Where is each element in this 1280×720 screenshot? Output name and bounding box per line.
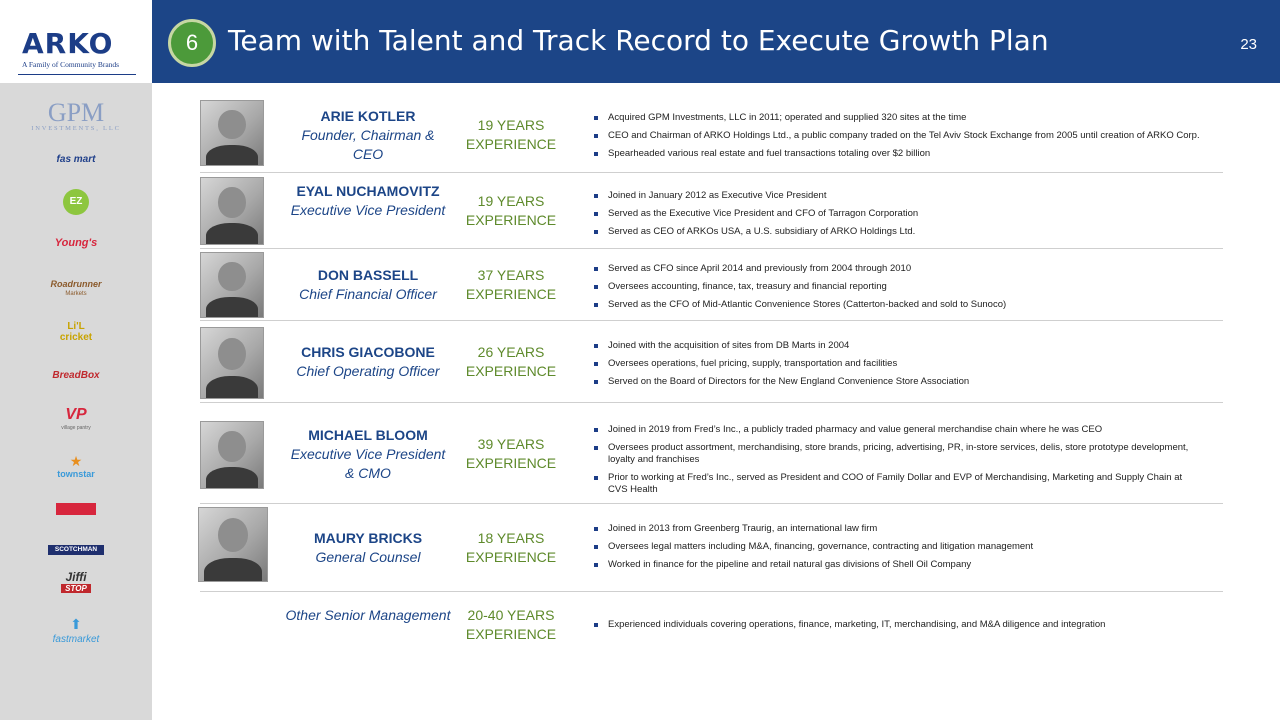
- jiffi-stop-logo-subtitle: [0, 585, 152, 593]
- bullet-item: Served as CEO of ARKOs USA, a U.S. subsidiary of ARKO Holdings Ltd.: [592, 226, 1204, 238]
- portrait-photo: [200, 421, 264, 489]
- bullet-item: Oversees operations, fuel pricing, supply, transportation and facilities: [592, 358, 1204, 370]
- scotchman-logo-mark: SCOTCHMAN: [48, 545, 104, 555]
- slide-header: [152, 0, 1280, 83]
- experience-label: 20-40 YEARS EXPERIENCE: [465, 607, 557, 642]
- person-role: Chief Financial Officer: [299, 286, 437, 302]
- person-role: Executive Vice President: [290, 202, 446, 218]
- person-block: [285, 529, 451, 567]
- experience-label: 26 YEARS EXPERIENCE: [465, 344, 557, 379]
- experience-label: 19 YEARS EXPERIENCE: [465, 193, 557, 228]
- person-role: Chief Operating Officer: [296, 363, 440, 379]
- team-row: [200, 173, 1223, 249]
- team-row: [200, 592, 1223, 652]
- bullet-item: Served as CFO since April 2014 and previously from 2004 through 2010: [592, 263, 1204, 275]
- scotchman-logo: [0, 539, 152, 555]
- person-block: [285, 266, 451, 304]
- person-block: [285, 182, 451, 220]
- page-number: 23: [1240, 36, 1257, 53]
- person-role: General Counsel: [315, 549, 421, 565]
- bullet-item: Oversees product assortment, merchandising, store brands, pricing, advertising, PR, in-store services, delis, store prototype development, loyalty and franchises: [592, 442, 1204, 466]
- bullet-list: [592, 190, 1204, 244]
- brand-sidebar: [0, 0, 152, 720]
- village-pantry-logo-subtitle: village pantry: [61, 425, 91, 431]
- bullet-item: Joined in 2019 from Fred’s Inc., a publicly traded pharmacy and value general merchandise chain where he was CEO: [592, 424, 1204, 436]
- bullet-item: Served as the Executive Vice President and CFO of Tarragon Corporation: [592, 208, 1204, 220]
- experience-label: 39 YEARS EXPERIENCE: [465, 436, 557, 471]
- ez-mart-logo-mark: EZ: [63, 189, 89, 215]
- experience-label: 19 YEARS EXPERIENCE: [465, 117, 557, 152]
- ez-mart-logo: [0, 189, 152, 215]
- bullet-item: Joined in 2013 from Greenberg Traurig, an international law firm: [592, 523, 1204, 535]
- bullet-item: Oversees legal matters including M&A, financing, governance, contracting and litigation management: [592, 541, 1204, 553]
- portrait-photo: [200, 100, 264, 166]
- bullet-item: Worked in finance for the pipeline and retail natural gas divisions of Shell Oil Company: [592, 559, 1204, 571]
- experience-label: 18 YEARS EXPERIENCE: [465, 530, 557, 565]
- person-name: DON BASSELL: [317, 267, 419, 283]
- jiffi-stop-logo-mark: STOP: [61, 584, 91, 593]
- fas-mart-logo: fas mart: [56, 154, 96, 165]
- bullet-list: [592, 424, 1204, 502]
- bullet-list: [592, 263, 1204, 317]
- page-title: Team with Talent and Track Record to Execute Growth Plan: [228, 24, 1049, 57]
- bullet-item: Served on the Board of Directors for the New England Convenience Store Association: [592, 376, 1204, 388]
- bullet-list: [592, 619, 1204, 637]
- red-brand-logo-mark: [56, 503, 96, 515]
- portrait-photo: [200, 177, 264, 245]
- bullet-item: Served as the CFO of Mid-Atlantic Convenience Stores (Catterton-backed and sold to Sunoco): [592, 299, 1204, 311]
- person-role: Other Senior Management: [285, 607, 451, 623]
- portrait-photo: [198, 507, 268, 582]
- bullet-list: [592, 112, 1204, 166]
- person-role: Executive Vice President & CMO: [290, 446, 446, 481]
- bullet-item: Joined in January 2012 as Executive Vice President: [592, 190, 1204, 202]
- breadbox-logo: BreadBox: [52, 370, 100, 381]
- bullet-list: [592, 523, 1204, 577]
- team-row: [200, 94, 1223, 173]
- bullet-item: Experienced individuals covering operations, finance, marketing, IT, merchandising, and M&A diligence and integration: [592, 619, 1204, 631]
- portrait-photo: [200, 327, 264, 399]
- red-brand-logo: [0, 503, 152, 519]
- section-number-badge: 6: [168, 19, 216, 67]
- bullet-item: CEO and Chairman of ARKO Holdings Ltd., a public company traded on the Tel Aviv Stock Exchange from 2005 until creation of ARKO Corp.: [592, 130, 1204, 142]
- bullet-item: Acquired GPM Investments, LLC in 2011; operated and supplied 320 sites at the time: [592, 112, 1204, 124]
- arko-logo: [0, 0, 152, 83]
- lil-cricket-logo-top: Li'L: [67, 321, 85, 332]
- experience-label: 37 YEARS EXPERIENCE: [465, 267, 557, 302]
- team-row: [200, 249, 1223, 321]
- person-name: MAURY BRICKS: [313, 530, 423, 546]
- team-row: [200, 504, 1223, 592]
- person-name: ARIE KOTLER: [320, 108, 416, 124]
- person-name: EYAL NUCHAMOVITZ: [296, 183, 440, 199]
- bullet-list: [592, 340, 1204, 394]
- roadrunner-logo: Roadrunner: [50, 279, 102, 289]
- lil-cricket-logo-bottom: cricket: [59, 332, 93, 343]
- team-row: [200, 403, 1223, 504]
- bullet-item: Joined with the acquisition of sites from DB Marts in 2004: [592, 340, 1204, 352]
- arko-logo-rule: [18, 74, 136, 75]
- fastmarket-logo: fastmarket: [52, 634, 100, 645]
- bullet-item: Prior to working at Fred’s Inc., served as President and COO of Family Dollar and EVP of Merchandising, Marketing and Supply Chain at CVS Health: [592, 472, 1204, 496]
- person-name: MICHAEL BLOOM: [308, 427, 428, 443]
- portrait-photo: [200, 252, 264, 318]
- person-role: Founder, Chairman & CEO: [301, 127, 435, 162]
- person-block: [285, 343, 451, 381]
- town-star-icon: ★: [69, 453, 83, 469]
- team-row: [200, 321, 1223, 403]
- person-block: [285, 606, 451, 625]
- person-name: CHRIS GIACOBONE: [301, 344, 435, 360]
- village-pantry-logo: VP: [65, 406, 87, 423]
- arko-logo-tagline: A Family of Community Brands: [22, 60, 120, 69]
- bullet-item: Spearheaded various real estate and fuel transactions totaling over $2 billion: [592, 148, 1204, 160]
- roadrunner-logo-subtitle: Markets: [65, 291, 87, 297]
- jiffi-stop-logo: Jiffi: [65, 570, 87, 584]
- gpm-logo-subtitle: INVESTMENTS, LLC: [31, 125, 121, 132]
- gpm-logo: GPM: [47, 98, 105, 127]
- youngs-logo: Young's: [54, 237, 98, 249]
- town-star-logo: townstar: [57, 469, 95, 479]
- arko-logo-wordmark: ARKO: [22, 27, 114, 60]
- bullet-item: Oversees accounting, finance, tax, treasury and financial reporting: [592, 281, 1204, 293]
- fastmarket-icon: ⬆: [70, 616, 82, 632]
- person-block: [285, 426, 451, 483]
- person-block: [285, 107, 451, 164]
